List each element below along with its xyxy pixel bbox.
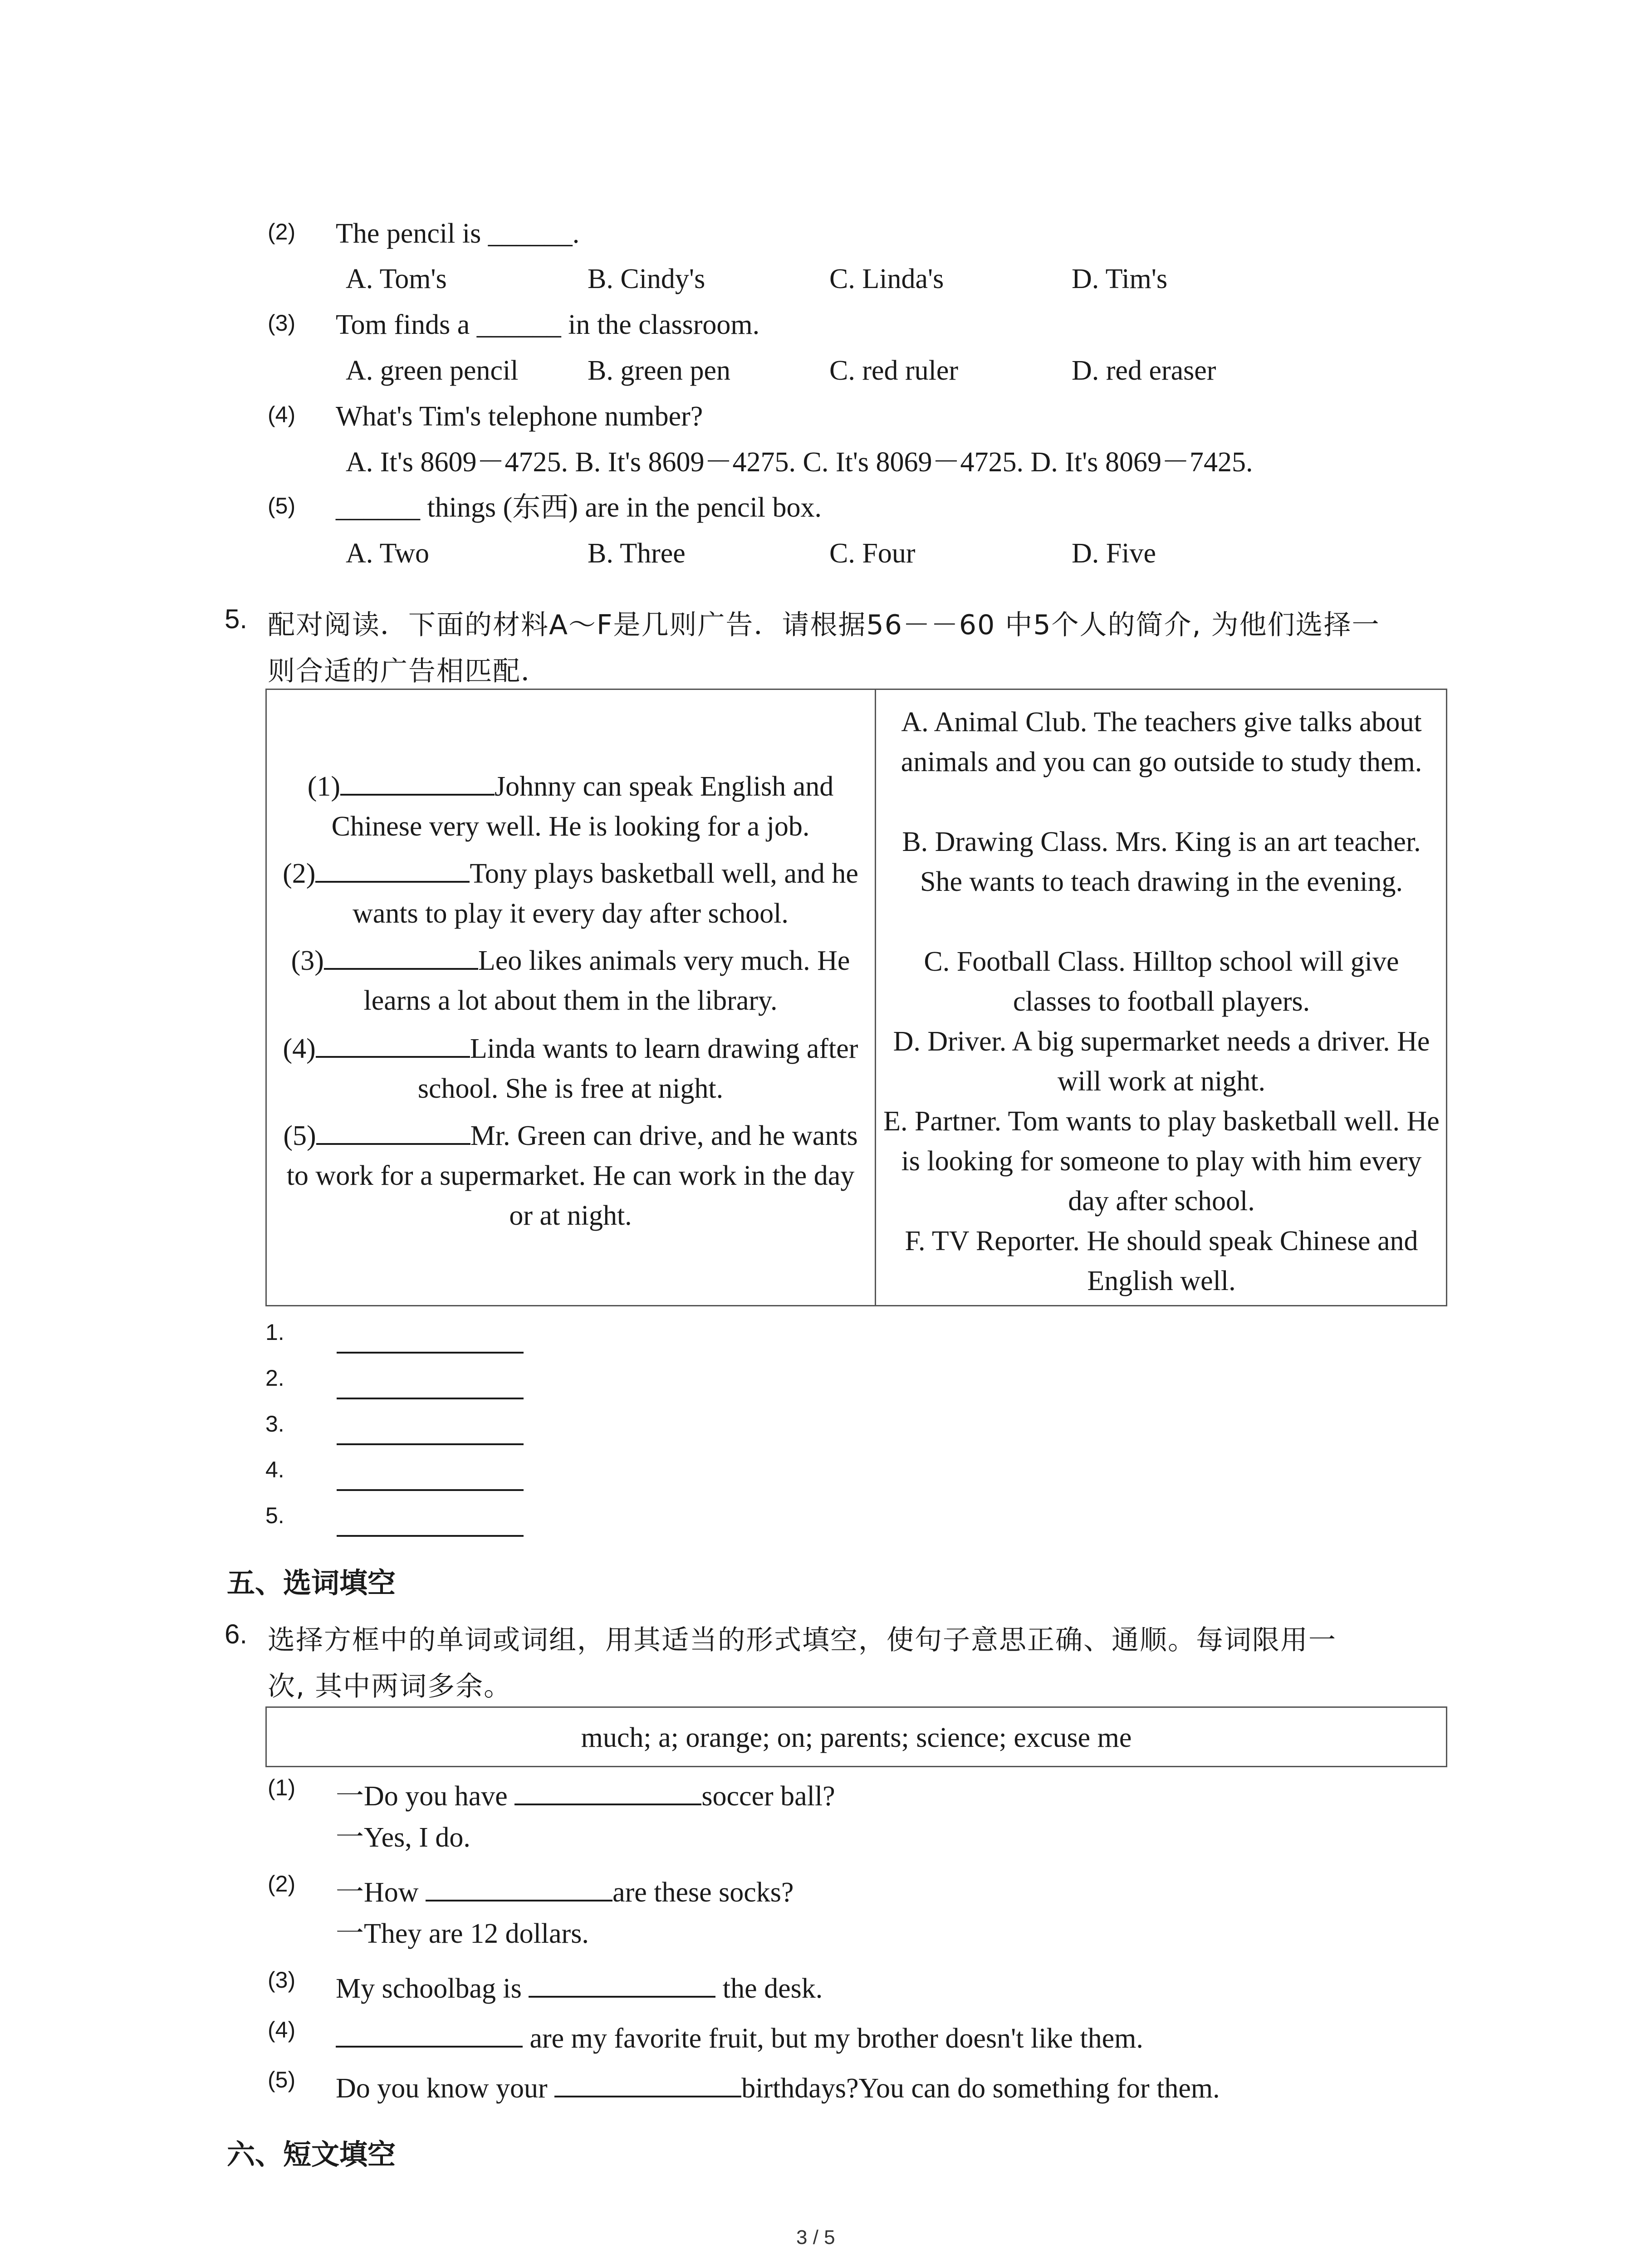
person-1 [274, 767, 867, 846]
question-number: (5) [268, 2067, 296, 2092]
question-number: (3) [268, 1967, 296, 1993]
answer-blank[interactable] [337, 1489, 524, 1491]
person-2 [274, 854, 867, 934]
option-c: C. Linda's [829, 264, 944, 294]
sentence-end: are my favorite fruit, but my brother doesn't like them. [523, 2023, 1143, 2054]
options-line: A. It's 8609－4725. B. It's 8609－4275. C. It's 8069－4725. D. It's 8069－7425. [346, 447, 1253, 478]
fill-sentence [336, 1778, 835, 1810]
answer-number: 3. [265, 1411, 284, 1437]
fill-sentence [336, 2020, 1143, 2053]
person-3 [274, 941, 867, 1021]
ad-d: D. Driver. A big supermarket needs a driver. He will work at night. [893, 1026, 1430, 1097]
sentence-start: Do you know your [336, 2073, 555, 2104]
person-number: (5) [283, 1120, 316, 1151]
answer-blank[interactable] [324, 943, 478, 970]
person-text: Tony plays basketball well, and he wants to play it every day after school. [353, 858, 858, 929]
sentence-end: the desk. [715, 1973, 823, 2004]
fill-sentence [336, 1970, 823, 2003]
person-text: Leo likes animals very much. He learns a lot about them in the library. [363, 945, 850, 1016]
ad-a: A. Animal Club. The teachers give talks about animals and you can go outside to study them. [901, 707, 1422, 777]
person-number: (3) [291, 945, 324, 976]
question-stem: What's Tim's telephone number? [336, 401, 703, 432]
option-d: D. Tim's [1072, 264, 1168, 294]
page-number: 3 / 5 [796, 2226, 835, 2248]
option-a: A. Tom's [346, 264, 447, 294]
answer-blank[interactable] [337, 1398, 524, 1399]
ad-c: C. Football Class. Hilltop school will give classes to football players. [924, 946, 1399, 1017]
fill-sentence [336, 1874, 794, 1906]
question-number: 6. [225, 1619, 248, 1649]
answer-blank[interactable] [426, 1874, 612, 1901]
sentence-start: 一How [336, 1877, 426, 1908]
sentence-start: My schoolbag is [336, 1973, 529, 2004]
person-number: (1) [307, 771, 340, 802]
option-b: B. Cindy's [588, 264, 705, 294]
instruction-line-2: 次, 其中两词多余。 [268, 1671, 512, 1702]
question-number: (4) [268, 2017, 296, 2043]
question-stem: Tom finds a ______ in the classroom. [336, 309, 760, 340]
option-d: D. red eraser [1072, 355, 1216, 386]
answer-blank[interactable] [514, 1778, 701, 1805]
option-c: C. Four [829, 538, 916, 569]
answer-blank[interactable] [337, 1535, 524, 1537]
answer-blank[interactable] [554, 2070, 741, 2097]
section-title: 六、短文填空 [227, 2138, 396, 2171]
question-stem: The pencil is ______. [336, 218, 580, 249]
question-number: 5. [225, 604, 248, 634]
answer-blank[interactable] [529, 1970, 715, 1998]
option-a: A. Two [346, 538, 429, 569]
ad-f: F. TV Reporter. He should speak Chinese and English well. [905, 1226, 1418, 1296]
option-d: D. Five [1072, 538, 1156, 569]
question-number: (2) [268, 219, 296, 244]
person-text: Johnny can speak English and Chinese very well. He is looking for a job. [331, 771, 834, 842]
person-number: (4) [283, 1033, 316, 1064]
sentence-end: birthdays?You can do something for them. [741, 2073, 1220, 2104]
option-b: B. Three [588, 538, 686, 569]
person-text: Mr. Green can drive, and he wants to work for a supermarket. He can work in the day or at night. [286, 1120, 858, 1231]
answer-blank[interactable] [337, 1443, 524, 1445]
person-4 [274, 1029, 867, 1109]
sentence-start: 一Do you have [336, 1781, 515, 1812]
instruction-line-1: 配对阅读．下面的材料A～F是几则广告．请根据56－－60 中5个人的简介, 为他们选择一 [268, 609, 1380, 641]
person-5 [274, 1116, 867, 1236]
answer-blank[interactable] [336, 2020, 523, 2048]
person-number: (2) [283, 858, 316, 889]
option-b: B. green pen [588, 355, 731, 386]
question-number: (1) [268, 1775, 296, 1800]
answer-blank[interactable] [337, 1352, 524, 1354]
answer-blank[interactable] [315, 855, 470, 883]
option-c: C. red ruler [829, 355, 959, 386]
option-a: A. green pencil [346, 355, 519, 386]
ad-e: E. Partner. Tom wants to play basketball well. He is looking for someone to play with him every day after school. [883, 1106, 1440, 1217]
table-divider [875, 689, 876, 1306]
answer-number: 1. [265, 1320, 284, 1345]
person-text: Linda wants to learn drawing after school. She is free at night. [417, 1033, 858, 1104]
answer-number: 2. [265, 1365, 284, 1391]
instruction-line-2: 则合适的广告相匹配． [268, 655, 549, 687]
sentence-end: soccer ball? [701, 1781, 835, 1812]
sentence-end: are these socks? [612, 1877, 794, 1908]
answer-blank[interactable] [316, 1031, 470, 1058]
question-number: (5) [268, 493, 296, 518]
question-number: (2) [268, 1871, 296, 1897]
section-title: 五、选词填空 [227, 1566, 396, 1599]
answer-number: 4. [265, 1457, 284, 1482]
answer-number: 5. [265, 1503, 284, 1528]
answer-blank[interactable] [340, 768, 495, 796]
question-stem: ______ things (东西) are in the pencil box. [336, 492, 822, 523]
response-line: 一They are 12 dollars. [336, 1918, 589, 1949]
answer-blank[interactable] [316, 1118, 470, 1145]
word-box-text: much; a; orange; on; parents; science; excuse me [581, 1722, 1132, 1753]
ad-b: B. Drawing Class. Mrs. King is an art teacher. She wants to teach drawing in the evening. [902, 826, 1421, 897]
question-number: (3) [268, 310, 296, 336]
question-number: (4) [268, 402, 296, 427]
instruction-line-1: 选择方框中的单词或词组，用其适当的形式填空，使句子意思正确、通顺。每词限用一 [268, 1624, 1337, 1656]
fill-sentence [336, 2070, 1220, 2102]
response-line: 一Yes, I do. [336, 1822, 470, 1853]
